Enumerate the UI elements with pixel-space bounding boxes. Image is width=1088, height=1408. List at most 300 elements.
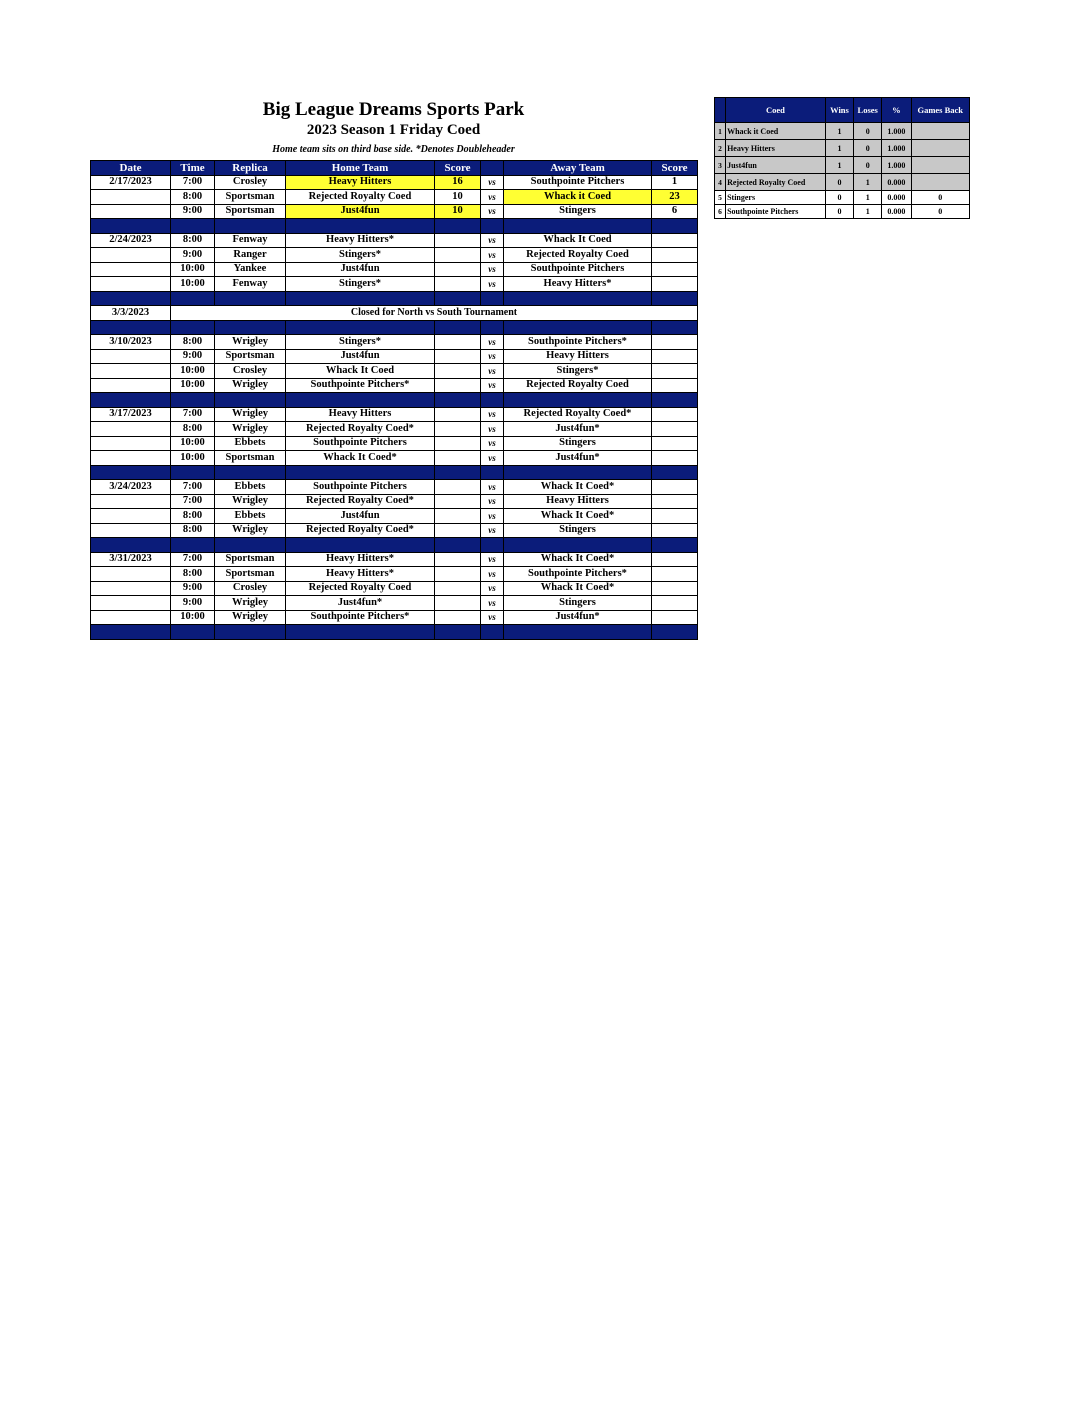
away-team: Just4fun* [504,610,652,625]
home-team: Heavy Hitters [286,407,435,422]
game-replica: Wrigley [215,523,286,538]
away-score [652,422,698,437]
home-score [435,422,481,437]
standings-header-row [715,98,970,123]
schedule-table [90,160,698,640]
standings-col-games-back: Games Back [911,98,969,123]
separator-cell [652,320,698,335]
away-team: Heavy Hitters [504,494,652,509]
separator-cell [286,625,435,640]
standings-rank: 3 [715,157,726,174]
home-score: 10 [435,204,481,219]
col-home-score: Score [435,161,481,176]
home-team: Rejected Royalty Coed* [286,523,435,538]
home-score [435,407,481,422]
home-team: Rejected Royalty Coed [286,190,435,205]
game-date: 3/10/2023 [91,335,171,350]
separator-cell [504,219,652,234]
game-replica: Sportsman [215,567,286,582]
game-time: 8:00 [171,233,215,248]
game-row [91,277,698,292]
game-replica: Wrigley [215,378,286,393]
week-separator [91,219,698,234]
standings-games-back: 0 [911,191,969,205]
game-time: 10:00 [171,610,215,625]
game-row [91,364,698,379]
week-separator [91,625,698,640]
vs-label: vs [481,523,504,538]
home-score [435,610,481,625]
game-replica: Ranger [215,248,286,263]
away-score [652,436,698,451]
game-time: 9:00 [171,581,215,596]
week-separator [91,291,698,306]
home-score [435,480,481,495]
standings-wins: 0 [825,205,853,219]
home-score [435,277,481,292]
closed-notice: Closed for North vs South Tournament [171,306,698,321]
home-score [435,262,481,277]
separator-cell [481,625,504,640]
home-team: Southpointe Pitchers [286,480,435,495]
game-row [91,509,698,524]
col-away-score: Score [652,161,698,176]
away-team: Just4fun* [504,451,652,466]
away-team: Whack It Coed [504,233,652,248]
separator-cell [215,291,286,306]
home-score [435,335,481,350]
separator-cell [171,291,215,306]
away-team: Stingers* [504,364,652,379]
home-score: 10 [435,190,481,205]
separator-cell [652,219,698,234]
page-subtitle: 2023 Season 1 Friday Coed [306,122,481,138]
vs-label: vs [481,451,504,466]
game-date: 2/17/2023 [91,175,171,190]
standings-loses: 0 [854,123,882,140]
standings-loses: 0 [854,157,882,174]
away-score [652,248,698,263]
game-time: 8:00 [171,567,215,582]
game-row [91,175,698,190]
game-time: 10:00 [171,451,215,466]
game-replica: Wrigley [215,335,286,350]
away-team: Southpointe Pitchers* [504,567,652,582]
separator-cell [481,465,504,480]
week-separator [91,538,698,553]
home-team: Heavy Hitters* [286,233,435,248]
game-date [91,422,171,437]
game-row [91,451,698,466]
away-score [652,262,698,277]
standings-loses: 1 [854,191,882,205]
col-time: Time [171,161,215,176]
home-team: Southpointe Pitchers [286,436,435,451]
game-date [91,451,171,466]
game-row [91,407,698,422]
game-replica: Crosley [215,175,286,190]
separator-cell [286,219,435,234]
game-time: 8:00 [171,509,215,524]
vs-label: vs [481,175,504,190]
home-team: Rejected Royalty Coed [286,581,435,596]
game-time: 9:00 [171,204,215,219]
vs-label: vs [481,610,504,625]
standings-games-back: 0 [911,205,969,219]
away-team: Just4fun* [504,422,652,437]
home-score [435,523,481,538]
game-row [91,596,698,611]
game-row [91,233,698,248]
separator-cell [91,393,171,408]
game-date: 2/24/2023 [91,233,171,248]
game-replica: Ebbets [215,480,286,495]
game-row [91,436,698,451]
game-row [91,248,698,263]
game-time: 9:00 [171,349,215,364]
vs-label: vs [481,407,504,422]
away-team: Stingers [504,204,652,219]
standings-pct: 0.000 [882,174,911,191]
game-replica: Wrigley [215,596,286,611]
page-title: Big League Dreams Sports Park [262,99,525,120]
home-team: Just4fun [286,204,435,219]
game-replica: Yankee [215,262,286,277]
separator-cell [171,320,215,335]
separator-cell [481,291,504,306]
vs-label: vs [481,436,504,451]
home-score: 16 [435,175,481,190]
separator-cell [435,291,481,306]
separator-cell [171,625,215,640]
vs-label: vs [481,567,504,582]
game-date: 3/24/2023 [91,480,171,495]
game-replica: Ebbets [215,436,286,451]
game-row [91,567,698,582]
game-time: 10:00 [171,364,215,379]
col-home-team: Home Team [286,161,435,176]
separator-cell [215,625,286,640]
standings-row [715,191,970,205]
separator-cell [435,538,481,553]
game-date: 3/3/2023 [91,306,171,321]
separator-cell [171,465,215,480]
away-score [652,523,698,538]
vs-label: vs [481,277,504,292]
game-replica: Wrigley [215,610,286,625]
game-row [91,190,698,205]
away-score [652,552,698,567]
standings-wins: 1 [825,157,853,174]
home-team: Rejected Royalty Coed* [286,494,435,509]
away-team: Southpointe Pitchers* [504,335,652,350]
separator-cell [286,320,435,335]
separator-cell [91,320,171,335]
home-team: Just4fun [286,262,435,277]
game-date: 3/31/2023 [91,552,171,567]
vs-label: vs [481,262,504,277]
standings-team: Heavy Hitters [726,140,826,157]
vs-label: vs [481,480,504,495]
game-time: 8:00 [171,422,215,437]
away-team: Whack It Coed* [504,480,652,495]
week-separator [91,320,698,335]
separator-cell [91,625,171,640]
separator-cell [215,465,286,480]
closed-row [91,306,698,321]
separator-cell [481,219,504,234]
home-score [435,378,481,393]
separator-cell [435,465,481,480]
separator-cell [435,219,481,234]
separator-cell [652,465,698,480]
game-replica: Sportsman [215,204,286,219]
standings-team: Southpointe Pitchers [726,205,826,219]
week-separator [91,393,698,408]
standings-pct: 1.000 [882,123,911,140]
vs-label: vs [481,335,504,350]
vs-label: vs [481,349,504,364]
away-team: Southpointe Pitchers [504,262,652,277]
standings-games-back [911,123,969,140]
home-team: Heavy Hitters* [286,552,435,567]
separator-cell [504,538,652,553]
game-replica: Wrigley [215,494,286,509]
game-time: 7:00 [171,552,215,567]
home-score [435,509,481,524]
home-team: Just4fun [286,349,435,364]
game-row [91,335,698,350]
game-time: 10:00 [171,436,215,451]
home-score [435,364,481,379]
standings-row [715,174,970,191]
separator-cell [652,625,698,640]
separator-cell [171,219,215,234]
home-score [435,552,481,567]
separator-cell [652,291,698,306]
game-date [91,364,171,379]
vs-label: vs [481,494,504,509]
game-row [91,262,698,277]
game-replica: Wrigley [215,407,286,422]
home-team: Whack It Coed* [286,451,435,466]
standings-col-wins: Wins [825,98,853,123]
game-time: 8:00 [171,335,215,350]
game-row [91,204,698,219]
away-score [652,378,698,393]
standings-pct: 0.000 [882,205,911,219]
standings-col-rank [715,98,726,123]
game-row [91,480,698,495]
standings-wins: 0 [825,174,853,191]
game-date [91,523,171,538]
game-row [91,349,698,364]
game-row [91,378,698,393]
vs-label: vs [481,581,504,596]
home-score [435,494,481,509]
vs-label: vs [481,204,504,219]
standings-row [715,205,970,219]
home-score [435,436,481,451]
standings-team: Stingers [726,191,826,205]
separator-cell [652,538,698,553]
standings-rank: 2 [715,140,726,157]
col-date: Date [91,161,171,176]
game-date [91,436,171,451]
home-team: Heavy Hitters [286,175,435,190]
game-date [91,509,171,524]
away-team: Stingers [504,596,652,611]
separator-cell [215,219,286,234]
away-score [652,610,698,625]
separator-cell [286,393,435,408]
home-team: Heavy Hitters* [286,567,435,582]
separator-cell [286,291,435,306]
away-team: Southpointe Pitchers [504,175,652,190]
separator-cell [215,320,286,335]
separator-cell [504,320,652,335]
game-date [91,494,171,509]
game-date [91,204,171,219]
game-date [91,378,171,393]
separator-cell [91,465,171,480]
separator-cell [91,291,171,306]
game-date [91,610,171,625]
game-date [91,567,171,582]
separator-cell [286,465,435,480]
away-score [652,567,698,582]
game-time: 7:00 [171,494,215,509]
home-score [435,581,481,596]
away-score [652,581,698,596]
standings-rank: 5 [715,191,726,205]
away-team: Whack It Coed* [504,509,652,524]
game-time: 10:00 [171,262,215,277]
vs-label: vs [481,364,504,379]
game-date [91,581,171,596]
separator-cell [504,625,652,640]
standings-pct: 0.000 [882,191,911,205]
standings-rank: 1 [715,123,726,140]
away-score [652,451,698,466]
standings-rank: 4 [715,174,726,191]
away-team: Whack It Coed* [504,581,652,596]
away-team: Stingers [504,523,652,538]
game-time: 8:00 [171,190,215,205]
separator-cell [215,538,286,553]
game-time: 10:00 [171,378,215,393]
week-separator [91,465,698,480]
game-replica: Sportsman [215,190,286,205]
away-score [652,277,698,292]
game-row [91,422,698,437]
standings-col-team: Coed [726,98,826,123]
game-replica: Fenway [215,233,286,248]
game-replica: Crosley [215,364,286,379]
game-date [91,277,171,292]
away-score [652,407,698,422]
away-score [652,480,698,495]
standings-loses: 1 [854,174,882,191]
home-team: Stingers* [286,248,435,263]
standings-pct: 1.000 [882,157,911,174]
game-time: 8:00 [171,523,215,538]
away-team: Rejected Royalty Coed [504,378,652,393]
standings-loses: 1 [854,205,882,219]
standings-team: Rejected Royalty Coed [726,174,826,191]
game-row [91,552,698,567]
separator-cell [435,393,481,408]
home-team: Stingers* [286,277,435,292]
away-team: Stingers [504,436,652,451]
vs-label: vs [481,233,504,248]
separator-cell [481,393,504,408]
home-score [435,248,481,263]
game-row [91,610,698,625]
away-score [652,596,698,611]
home-team: Just4fun* [286,596,435,611]
standings-pct: 1.000 [882,140,911,157]
game-row [91,494,698,509]
game-replica: Ebbets [215,509,286,524]
separator-cell [481,538,504,553]
home-team: Southpointe Pitchers* [286,610,435,625]
home-score [435,596,481,611]
away-score [652,364,698,379]
standings-games-back [911,157,969,174]
game-date [91,248,171,263]
vs-label: vs [481,552,504,567]
home-team: Stingers* [286,335,435,350]
game-row [91,523,698,538]
vs-label: vs [481,248,504,263]
home-score [435,349,481,364]
standings-rank: 6 [715,205,726,219]
separator-cell [171,393,215,408]
separator-cell [504,465,652,480]
vs-label: vs [481,378,504,393]
standings-col-pct: % [882,98,911,123]
standings-team: Just4fun [726,157,826,174]
game-replica: Fenway [215,277,286,292]
away-score [652,349,698,364]
standings-games-back [911,140,969,157]
away-team: Rejected Royalty Coed* [504,407,652,422]
away-score: 23 [652,190,698,205]
away-score [652,233,698,248]
game-time: 7:00 [171,407,215,422]
game-date [91,596,171,611]
game-date [91,190,171,205]
home-team: Southpointe Pitchers* [286,378,435,393]
away-team: Heavy Hitters [504,349,652,364]
game-time: 9:00 [171,248,215,263]
game-time: 9:00 [171,596,215,611]
separator-cell [215,393,286,408]
home-score [435,233,481,248]
separator-cell [435,320,481,335]
game-replica: Wrigley [215,422,286,437]
game-time: 7:00 [171,175,215,190]
standings-col-loses: Loses [854,98,882,123]
game-replica: Sportsman [215,552,286,567]
game-replica: Crosley [215,581,286,596]
away-score [652,494,698,509]
separator-cell [171,538,215,553]
vs-label: vs [481,596,504,611]
away-team: Whack It Coed* [504,552,652,567]
standings-team: Whack it Coed [726,123,826,140]
